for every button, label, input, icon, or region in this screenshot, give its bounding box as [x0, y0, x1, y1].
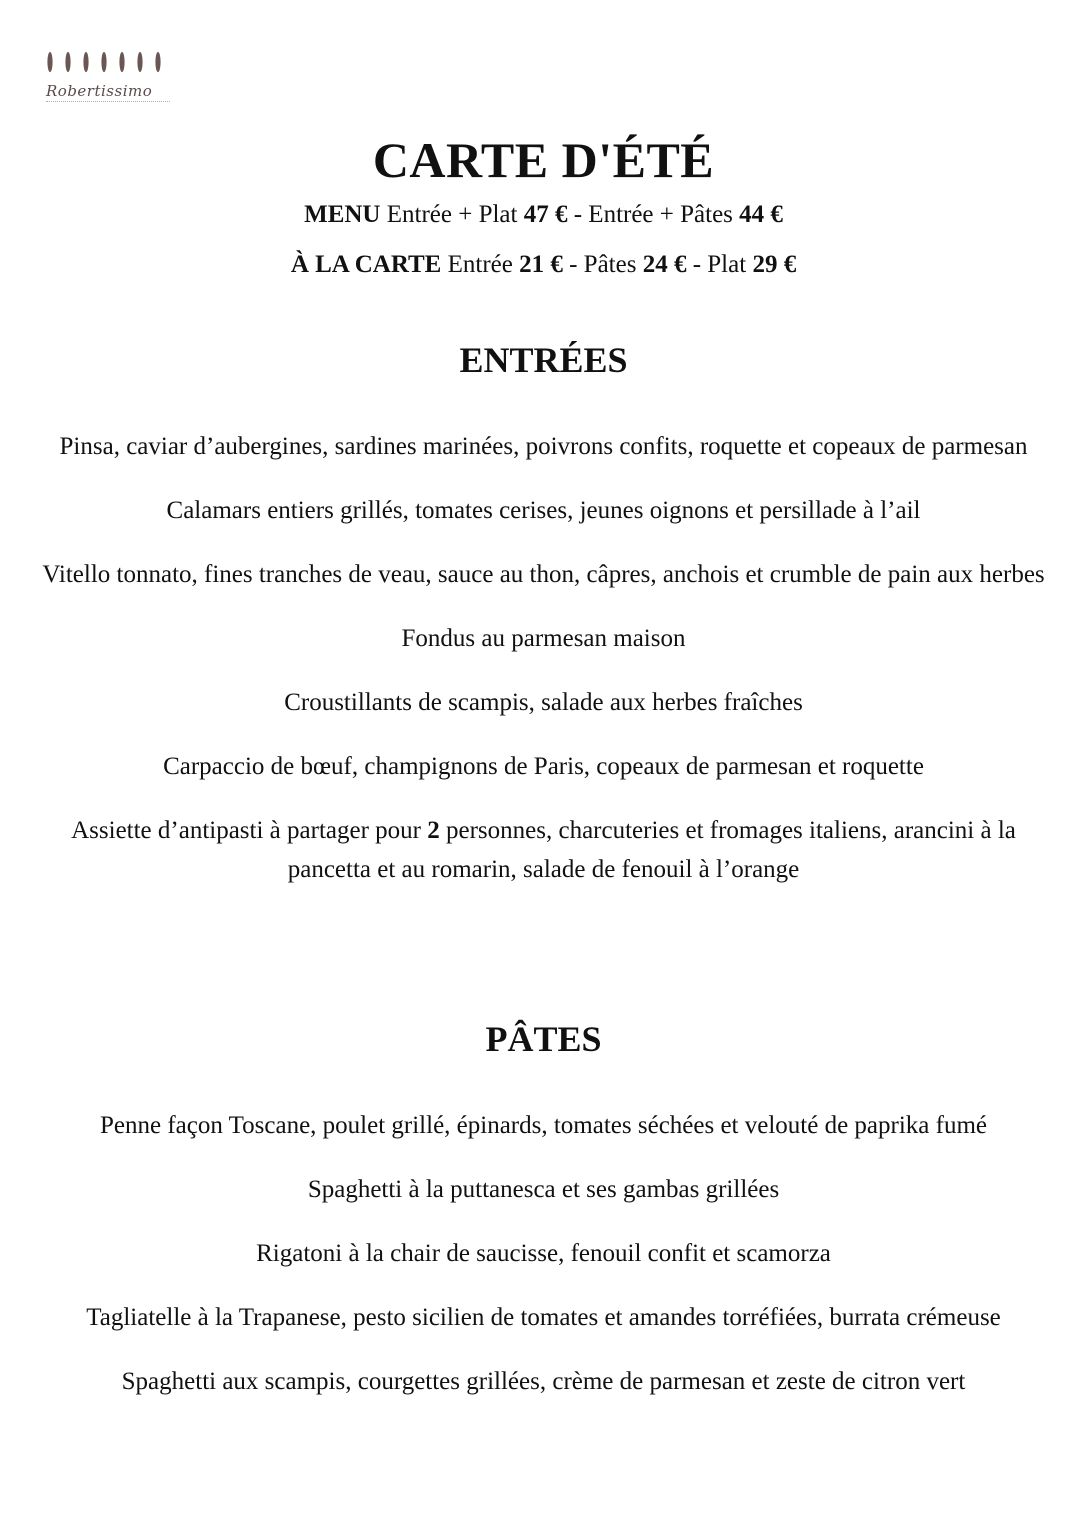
list-item: Calamars entiers grillés, tomates cerises, jeunes oignons et persillade à l’ail: [166, 497, 921, 524]
carte-entree-text: Entrée: [447, 251, 513, 278]
list-item: Vitello tonnato, fines tranches de veau, sauce au thon, câpres, anchois et crumble de pain aux herbes: [42, 561, 1045, 588]
page-title: CARTE D'ÉTÉ: [372, 132, 715, 188]
list-item: Spaghetti aux scampis, courgettes grillées, crème de parmesan et zeste de citron vert: [121, 1368, 966, 1395]
list-item: Fondus au parmesan maison: [401, 625, 686, 652]
antipasti-text-after: personnes, charcuteries et fromages italiens, arancini à la pancetta et au romarin, salade de fenouil à l’orange: [287, 817, 1016, 883]
menu-separator: -: [573, 201, 583, 228]
carte-pates-text: Pâtes: [583, 251, 637, 278]
carte-plat-price: 29 €: [752, 251, 797, 278]
menu-price-line: [0, 200, 1087, 230]
list-item: Pinsa, caviar d’aubergines, sardines marinées, poivrons confits, roquette et copeaux de parmesan: [59, 433, 1028, 460]
carte-separator-2: -: [692, 251, 702, 278]
carte-label: À LA CARTE: [290, 251, 442, 278]
pates-list: [40, 1106, 1047, 1401]
menu-option1-price: 47 €: [523, 201, 568, 228]
menu-option2-price: 44 €: [739, 201, 783, 228]
logo-wordmark: Robertissimo: [46, 82, 153, 100]
menu-option2-text: Entrée + Pâtes: [588, 201, 733, 228]
list-item: Penne façon Toscane, poulet grillé, épinards, tomates séchées et velouté de paprika fumé: [99, 1112, 988, 1139]
carte-plat-text: Plat: [707, 251, 747, 278]
menu-option1-text: Entrée + Plat: [386, 201, 518, 228]
entrees-list: [40, 427, 1047, 889]
carte-pates-price: 24 €: [642, 251, 687, 278]
list-item: Carpaccio de bœuf, champignons de Paris, copeaux de parmesan et roquette: [163, 753, 924, 780]
carte-separator-1: -: [569, 251, 578, 278]
restaurant-logo: [44, 48, 174, 112]
carte-price-line: [0, 250, 1087, 280]
pates-heading: PÂTES: [485, 1019, 602, 1059]
menu-label: MENU: [304, 201, 381, 228]
entrees-heading: ENTRÉES: [459, 340, 628, 380]
antipasti-person-count: 2: [427, 817, 440, 844]
antipasti-text-before: Assiette d’antipasti à partager pour: [71, 817, 428, 844]
list-item: Tagliatelle à la Trapanese, pesto sicilien de tomates et amandes torréfiées, burrata crémeuse: [86, 1304, 1001, 1331]
logo-divider: [46, 101, 170, 106]
list-item: Rigatoni à la chair de saucisse, fenouil confit et scamorza: [256, 1240, 831, 1267]
cypress-trees-logo-icon: [44, 48, 170, 78]
list-item-antipasti: [40, 811, 1047, 889]
list-item: Spaghetti à la puttanesca et ses gambas grillées: [307, 1176, 780, 1203]
list-item: Croustillants de scampis, salade aux herbes fraîches: [284, 689, 803, 716]
carte-entree-price: 21 €: [519, 251, 563, 278]
